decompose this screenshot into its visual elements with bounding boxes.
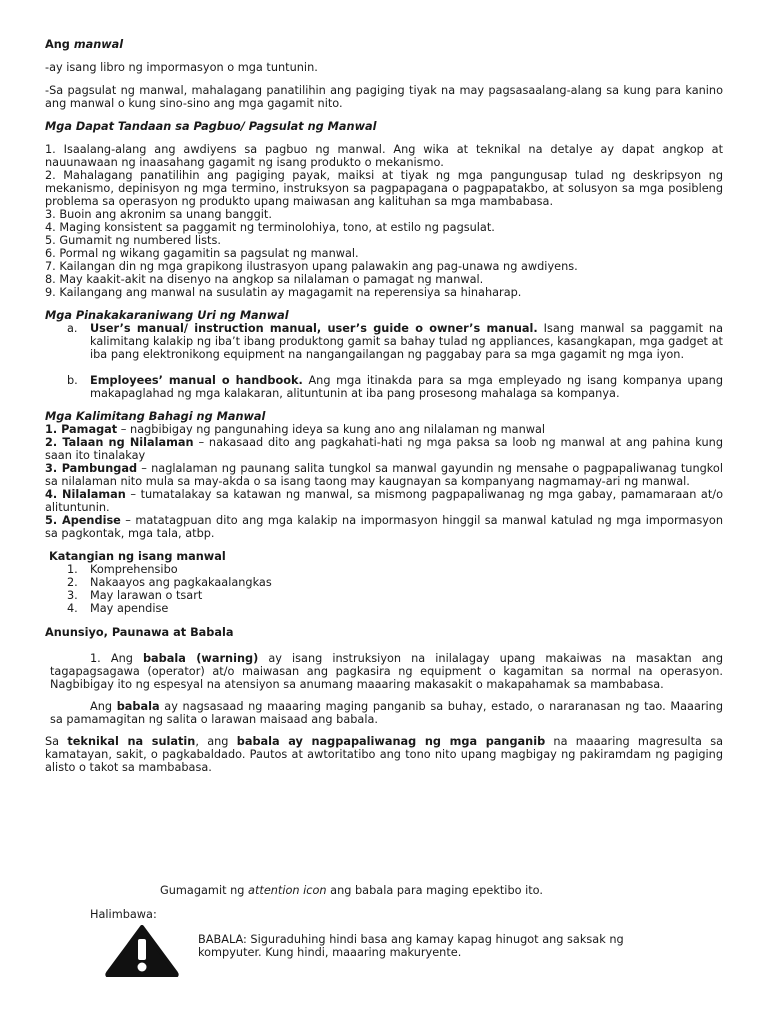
uri-item: b. Employees’ manual o handbook. Ang mga itinakda para sa mga empleyado ng isang kompanya upang makapaglahad ng mga kalakaran, alituntunin at iba pang prosesong mahalaga sa kompanya. xyxy=(67,374,724,400)
tandaan-item: 3. Buoin ang akronim sa unang banggit. xyxy=(45,208,272,221)
tandaan-item: 5. Gumamit ng numbered lists. xyxy=(45,234,221,247)
bahagi-item: 2. Talaan ng Nilalaman – nakasaad dito ang pagkahati-hati ng mga paksa sa loob ng manwal at ang pahina kung saan ito tinalakay xyxy=(45,436,723,462)
babala-paragraph-2: Ang babala ay nagsasaad ng maaaring maging panganib sa buhay, estado, o nararanasan ng tao. Maaaring sa pamamagitan ng salita o larawan maisaad ang babala. xyxy=(50,700,723,726)
uri-list xyxy=(45,322,723,400)
definition-paragraph: -Sa pagsulat ng manwal, mahalagang panatilihin ang pagiging tiyak na may pagsasaalang-alang sa kung para kanino ang manwal o kung sino-sino ang mga gagamit nito. xyxy=(45,84,723,110)
heading-katangian: Katangian ng isang manwal xyxy=(49,550,226,563)
page-title: Ang manwal xyxy=(45,38,124,51)
document-page xyxy=(45,38,723,774)
katangian-item: 3. May larawan o tsart xyxy=(67,589,203,602)
warning-triangle-icon xyxy=(67,925,217,980)
tandaan-item: 6. Pormal ng wikang gagamitin sa pagsulat ng manwal. xyxy=(45,247,359,260)
attention-icon-note: Gumagamit ng attention icon ang babala para maging epektibo ito. xyxy=(160,884,543,897)
babala-paragraph-1: 1. Ang babala (warning) ay isang instruksiyon na inilalagay upang makaiwas na masaktan ang tagapagsagawa (operator) at/o maiwasan ang pagkasira ng equipment o kagamitan sa normal na operasyon. Nagbibigay ito ng espesyal na atensiyon sa anumang maaaring makasakit o makapahamak sa mambabasa. xyxy=(50,652,723,691)
uri-item: a. User’s manual/ instruction manual, user’s guide o owner’s manual. Isang manwal sa paggamit na kalimitang kalakip ng iba’t ibang produktong gamit sa bahay tulad ng appliances, kasangkapan, mga gadget at iba pang elektronikong equipment na nangangailangan ng paggabay para sa mga gagamit ng mga iyon. xyxy=(67,322,724,361)
bahagi-item: 3. Pambungad – naglalaman ng paunang salita tungkol sa manwal gayundin ng mensahe o pagpapaliwanag tungkol sa nilalaman nito mula sa may-akda o sa isang taong may kaugnayan sa kompanyang nagmamay-ari ng manwal. xyxy=(45,462,723,488)
tandaan-item: 9. Kailangang ang manwal na susulatin ay magagamit na reperensiya sa hinaharap. xyxy=(45,286,522,299)
tandaan-item: 8. May kaakit-akit na disenyo na angkop sa nilalaman o pamagat ng manwal. xyxy=(45,273,484,286)
example-label: Halimbawa: xyxy=(90,908,157,921)
list-marker: a. xyxy=(67,322,78,335)
tandaan-item: 7. Kailangan din ng mga grapikong ilustrasyon upang palawakin ang pag-unawa ng awdiyens. xyxy=(45,260,578,273)
katangian-list xyxy=(45,563,723,615)
tandaan-item: 1. Isaalang-alang ang awdiyens sa pagbuo ng manwal. Ang wika at teknikal na detalye ay dapat angkop at nauunawaan ng inaasahang gagamit ng isang produkto o mekanismo. xyxy=(45,143,723,169)
katangian-item: 2. Nakaayos ang pagkakaalangkas xyxy=(67,576,272,589)
tandaan-item: 4. Maging konsistent sa paggamit ng terminolohiya, tono, at estilo ng pagsulat. xyxy=(45,221,495,234)
warning-text: BABALA: Siguraduhing hindi basa ang kamay kapag hinugot ang saksak ng kompyuter. Kung hindi, maaaring makuryente. xyxy=(198,933,624,959)
katangian-item: 1. Komprehensibo xyxy=(67,563,178,576)
heading-tandaan: Mga Dapat Tandaan sa Pagbuo/ Pagsulat ng Manwal xyxy=(45,120,377,133)
heading-uri: Mga Pinakakaraniwang Uri ng Manwal xyxy=(45,309,289,322)
tandaan-item: 2. Mahalagang panatilihin ang pagiging payak, maiksi at tiyak ng mga pangungusap tulad ng deskripsyon ng mekanismo, depinisyon ng mga termino, instruksyon sa pagpapagana o pagpapatakbo, at solusyon sa mga posibleng problema sa operasyon ng produkto upang maiwasan ang kalituhan sa mga mambabasa. xyxy=(45,169,723,208)
tandaan-list xyxy=(45,143,723,299)
heading-bahagi: Mga Kalimitang Bahagi ng Manwal xyxy=(45,410,266,423)
definition-line: -ay isang libro ng impormasyon o mga tuntunin. xyxy=(45,61,318,74)
bahagi-list xyxy=(45,423,723,540)
heading-anunsiyo: Anunsiyo, Paunawa at Babala xyxy=(45,626,234,639)
bahagi-item: 1. Pamagat – nagbibigay ng pangunahing ideya sa kung ano ang nilalaman ng manwal xyxy=(45,423,546,436)
list-marker: b. xyxy=(67,374,78,387)
katangian-item: 4. May apendise xyxy=(67,602,169,615)
bahagi-item: 4. Nilalaman – tumatalakay sa katawan ng manwal, sa mismong pagpapaliwanag ng mga gabay, pamamaraan at/o alituntunin. xyxy=(45,488,723,514)
babala-paragraph-3: Sa teknikal na sulatin, ang babala ay nagpapaliwanag ng mga panganib na maaaring magresulta sa kamatayan, sakit, o pagkabaldado. Pautos at awtoritatibo ang tono nito upang magbigay ng pakiramdam ng pagiging alisto o takot sa mambabasa. xyxy=(45,735,723,774)
bahagi-item: 5. Apendise – matatagpuan dito ang mga kalakip na impormasyon hinggil sa manwal katulad ng mga impormasyon sa pagkontak, mga tala, atbp. xyxy=(45,514,723,540)
